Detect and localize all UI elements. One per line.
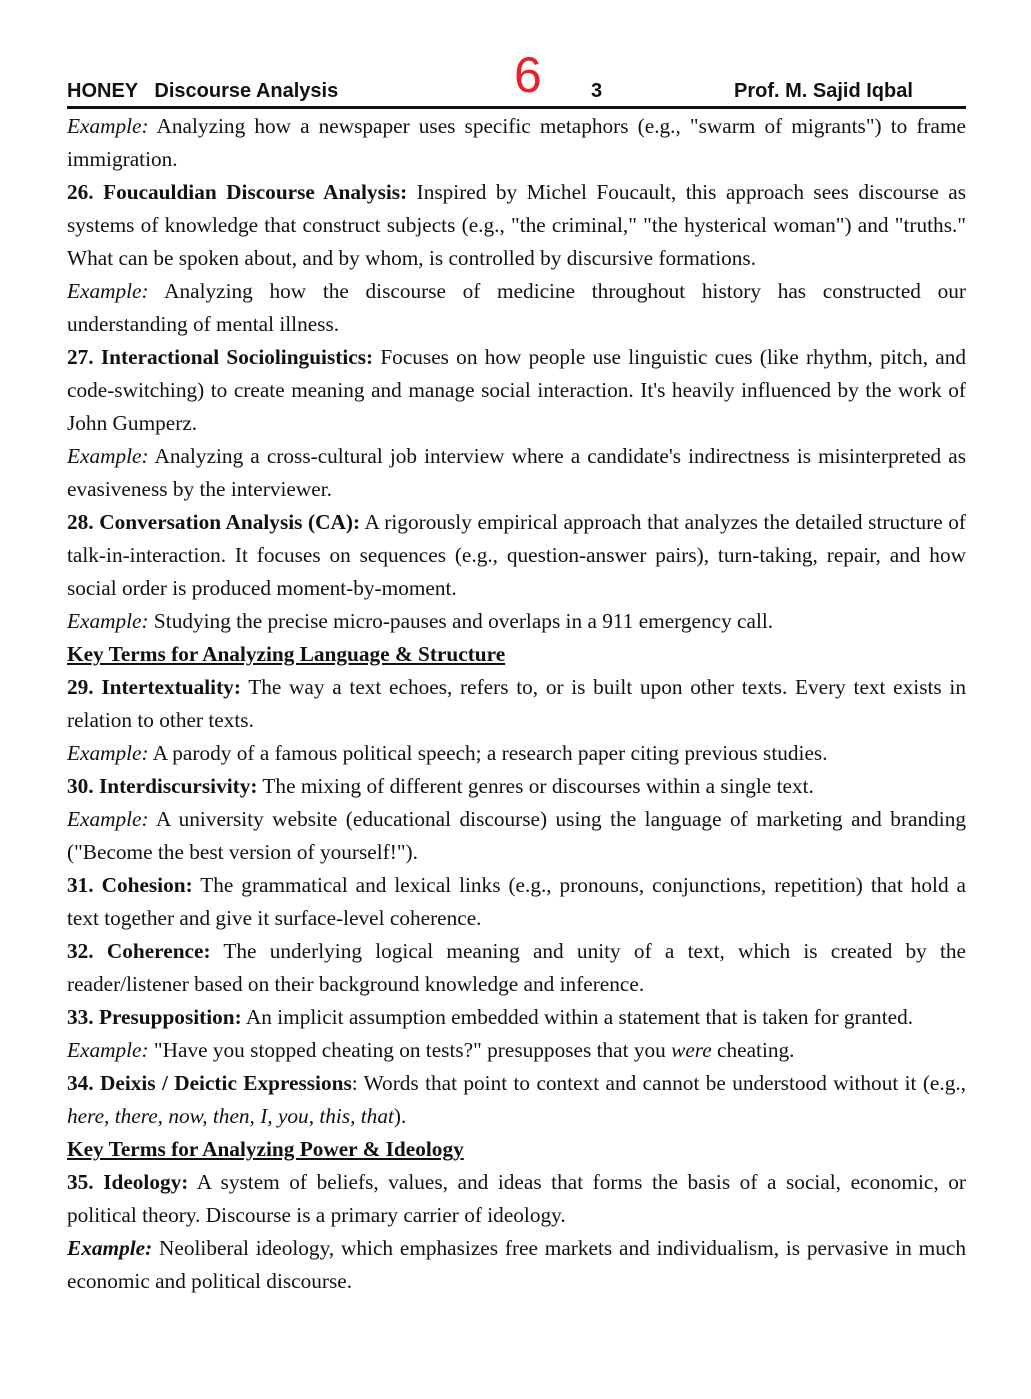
example-text: "Have you stopped cheating on tests?" presupposes that you [148,1038,672,1062]
term-title: 26. Foucauldian Discourse Analysis: [67,180,408,204]
example-29 [67,737,966,770]
term-35 [67,1166,966,1232]
term-title: 27. Interactional Sociolinguistics: [67,345,374,369]
term-33 [67,1001,966,1034]
example-label: Example: [67,1236,153,1260]
example-28 [67,605,966,638]
example-text: A parody of a famous political speech; a research paper citing previous studies. [148,741,828,765]
term-examples-italic: here, there, now, then, I, you, this, that [67,1104,394,1128]
term-26 [67,176,966,275]
example-label: Example: [67,609,149,633]
example-label: Example: [67,741,149,765]
example-text: Analyzing how the discourse of medicine throughout history has constructed our understanding of mental illness. [67,279,966,336]
example-text: A university website (educational discourse) using the language of marketing and branding ("Become the best version of yourself!"). [67,807,966,864]
example-30 [67,803,966,869]
term-title: 32. Coherence: [67,939,211,963]
section-heading-power: Key Terms for Analyzing Power & Ideology [67,1137,464,1161]
example-26 [67,275,966,341]
example-text: Analyzing how a newspaper uses specific metaphors (e.g., "swarm of migrants") to frame immigration. [67,114,966,171]
term-28 [67,506,966,605]
term-title: 31. Cohesion: [67,873,193,897]
header-handwritten-number: 6 [514,47,542,103]
example-label: Example: [67,444,149,468]
term-title: 34. Deixis / Deictic Expressions [67,1071,352,1095]
example-text: Analyzing a cross-cultural job interview where a candidate's indirectness is misinterpreted as evasiveness by the interviewer. [67,444,966,501]
header-page-number: 3 [591,80,603,102]
example-33 [67,1034,966,1067]
term-definition: The underlying logical meaning and unity of a text, which is created by the reader/listener based on their background knowledge and inference. [67,939,966,996]
term-27 [67,341,966,440]
example-text-end: cheating. [711,1038,795,1062]
term-definition: The way a text echoes, refers to, or is built upon other texts. Every text exists in relation to other texts. [67,675,966,732]
example-label: Example: [67,807,149,831]
example-25 [67,110,966,176]
page-header [67,47,966,108]
term-29 [67,671,966,737]
term-definition: An implicit assumption embedded within a statement that is taken for granted. [241,1005,914,1029]
example-35 [67,1232,966,1298]
example-text: Neoliberal ideology, which emphasizes free markets and individualism, is pervasive in much economic and political discourse. [67,1236,966,1293]
term-definition: A rigorously empirical approach that analyzes the detailed structure of talk-in-interaction. It focuses on sequences (e.g., question-answer pairs), turn-taking, repair, and how social order is produced moment-by-moment. [67,510,967,600]
term-definition: : Words that point to context and cannot be understood without it (e.g., [351,1071,966,1095]
document-body [67,110,966,1298]
example-text: Studying the precise micro-pauses and overlaps in a 911 emergency call. [148,609,774,633]
header-title: HONEY Discourse Analysis [67,80,339,102]
term-30 [67,770,966,803]
term-definition: The mixing of different genres or discourses within a single text. [257,774,814,798]
term-title: 28. Conversation Analysis (CA): [67,510,361,534]
term-title: 30. Interdiscursivity: [67,774,258,798]
term-32 [67,935,966,1001]
term-definition: The grammatical and lexical links (e.g., pronouns, conjunctions, repetition) that hold a text together and give it surface-level coherence. [67,873,966,930]
term-title: 33. Presupposition: [67,1005,242,1029]
header-author: Prof. M. Sajid Iqbal [734,80,913,102]
term-title: 35. Ideology: [67,1170,189,1194]
term-title: 29. Intertextuality: [67,675,241,699]
example-label: Example: [67,1038,149,1062]
term-definition: Focuses on how people use linguistic cues (like rhythm, pitch, and code-switching) to create meaning and manage social interaction. It's heavily influenced by the work of John Gumperz. [67,345,966,435]
example-emphasis: were [671,1038,712,1062]
term-31 [67,869,966,935]
term-definition: Inspired by Michel Foucault, this approach sees discourse as systems of knowledge that construct subjects (e.g., "the criminal," "the hysterical woman") and "truths." What can be spoken about, and by whom, is controlled by discursive formations. [67,180,966,270]
example-27 [67,440,966,506]
header-rule [67,106,966,109]
term-34 [67,1067,966,1133]
term-definition-end: ). [393,1104,407,1128]
term-definition: A system of beliefs, values, and ideas that forms the basis of a social, economic, or political theory. Discourse is a primary carrier of ideology. [67,1170,966,1227]
example-label: Example: [67,114,149,138]
example-label: Example: [67,279,149,303]
section-heading-language: Key Terms for Analyzing Language & Structure [67,642,506,666]
